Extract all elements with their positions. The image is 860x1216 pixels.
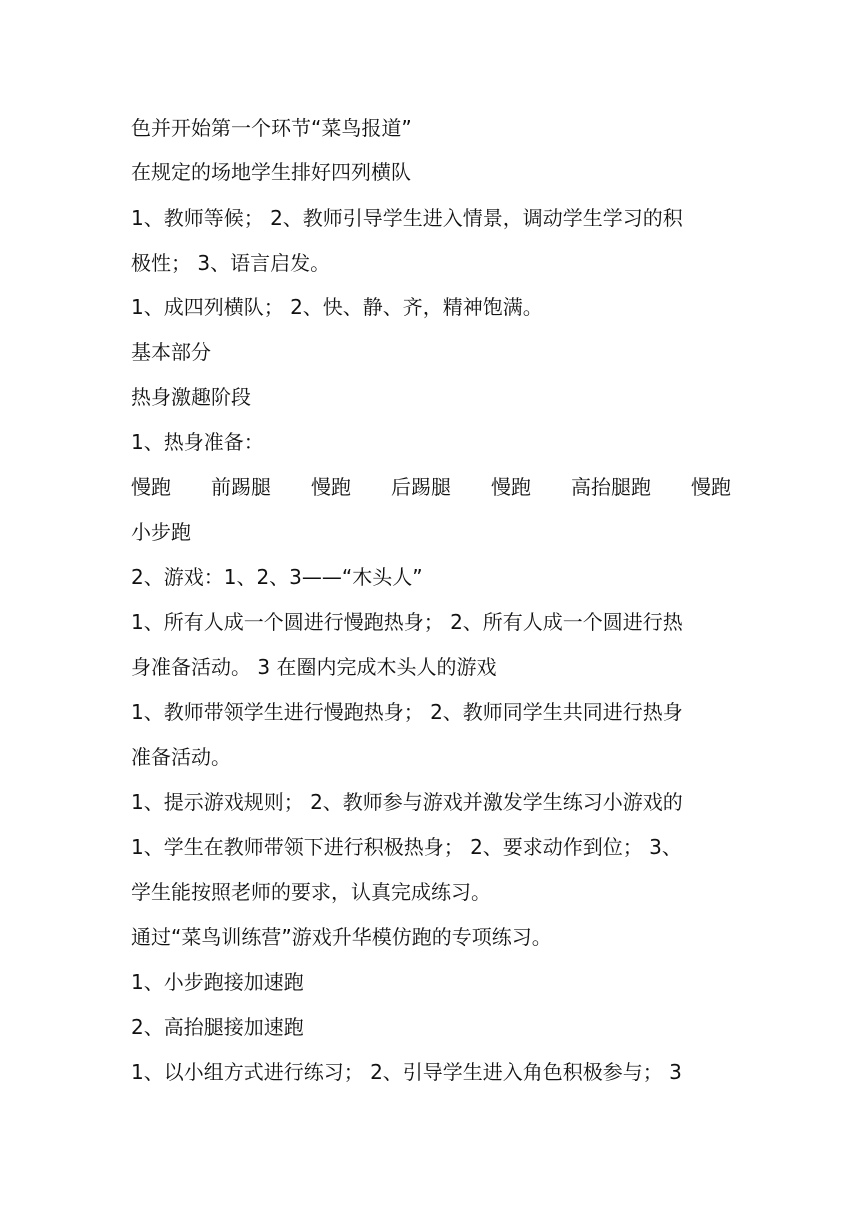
text-line: 小步跑 bbox=[131, 520, 191, 544]
text-line: 极性； 3、语言启发。 bbox=[131, 251, 331, 275]
text-line: 1、教师等候； 2、教师引导学生进入情景，调动学生学习的积 bbox=[131, 206, 683, 230]
text-line: 基本部分 bbox=[131, 340, 211, 364]
warmup-item: 慢跑 bbox=[691, 475, 731, 499]
text-line: 准备活动。 bbox=[131, 745, 231, 769]
text-line: 2、游戏：1、2、3——“木头人” bbox=[131, 565, 423, 589]
text-line: 1、提示游戏规则； 2、教师参与游戏并激发学生练习小游戏的 bbox=[131, 790, 683, 814]
text-line: 1、以小组方式进行练习； 2、引导学生进入角色积极参与； 3 bbox=[131, 1060, 682, 1084]
text-line: 通过“菜鸟训练营”游戏升华模仿跑的专项练习。 bbox=[131, 925, 552, 949]
text-line: 1、热身准备： bbox=[131, 430, 264, 454]
warmup-item: 慢跑 bbox=[131, 475, 171, 499]
warmup-item: 慢跑 bbox=[491, 475, 531, 499]
text-line: 1、小步跑接加速跑 bbox=[131, 970, 304, 994]
text-line: 学生能按照老师的要求，认真完成练习。 bbox=[131, 880, 491, 904]
warmup-item: 慢跑 bbox=[311, 475, 351, 499]
text-line: 身准备活动。 3 在圈内完成木头人的游戏 bbox=[131, 655, 497, 679]
warmup-item: 后踢腿 bbox=[391, 475, 451, 499]
text-line: 色并开始第一个环节“菜鸟报道” bbox=[131, 116, 412, 140]
text-line: 热身激趣阶段 bbox=[131, 385, 251, 409]
warmup-item: 高抬腿跑 bbox=[571, 475, 651, 499]
warmup-item: 前踢腿 bbox=[211, 475, 271, 499]
text-line: 1、教师带领学生进行慢跑热身； 2、教师同学生共同进行热身 bbox=[131, 700, 683, 724]
text-line: 在规定的场地学生排好四列横队 bbox=[131, 160, 411, 184]
text-line: 1、成四列横队； 2、快、静、齐，精神饱满。 bbox=[131, 295, 543, 319]
text-line: 1、所有人成一个圆进行慢跑热身； 2、所有人成一个圆进行热 bbox=[131, 610, 683, 634]
text-line: 1、学生在教师带领下进行积极热身； 2、要求动作到位； 3、 bbox=[131, 835, 682, 859]
warmup-items-row bbox=[131, 473, 731, 501]
text-line: 2、高抬腿接加速跑 bbox=[131, 1015, 304, 1039]
